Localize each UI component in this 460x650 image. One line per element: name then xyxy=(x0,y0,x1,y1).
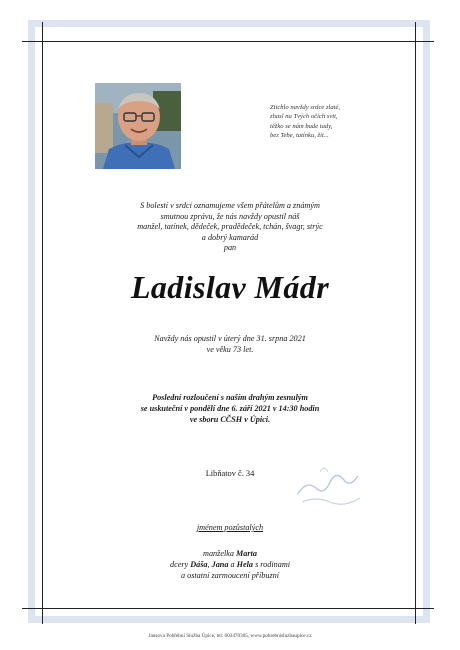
death-info xyxy=(60,333,400,355)
bottom-rule xyxy=(22,608,434,609)
announcement xyxy=(60,201,400,254)
farewell-line: se uskuteční v pondělí dne 6. září 2021 v 14:30 hodin xyxy=(140,404,320,413)
daughters-label: dcery xyxy=(169,560,189,570)
announcement-line: manžel, tatínek, dědeček, pradědeček, tchán, švagr, strýc xyxy=(137,222,323,232)
wife-name: Marta xyxy=(236,549,257,558)
top-rule xyxy=(22,41,434,42)
announcement-line: a dobrý kamarád xyxy=(201,232,259,242)
on-behalf xyxy=(0,523,460,532)
closing-line: a ostatní zarmoucení příbuzní xyxy=(180,571,280,581)
wife-line xyxy=(60,548,400,559)
conjunction: a xyxy=(230,560,235,570)
signature-scribble xyxy=(290,458,370,513)
farewell-line: ve sboru CČSH v Úpici. xyxy=(189,415,271,424)
footer: Jansova Pohřební Služba Úpice, tel: 603470305, www.pohrebnisluzbaupice.cz xyxy=(148,633,312,639)
poem-line: těžko se nám bude tady, xyxy=(270,122,333,130)
poem-line: zhasl na Tvých očích svit, xyxy=(270,113,338,121)
death-date: Navždy nás opustil v úterý dne 31. srpna 2021 xyxy=(154,334,306,343)
announcement-line: pan xyxy=(223,243,237,253)
poem-line: Ztichlo navždy srdce zlaté, xyxy=(270,104,341,111)
daughter-name: Jana xyxy=(211,560,229,570)
farewell-info xyxy=(60,392,400,425)
portrait-photo xyxy=(95,83,181,169)
poem xyxy=(270,103,420,141)
deceased-name: Ladislav Mádr xyxy=(130,269,330,305)
children-line xyxy=(60,559,400,570)
age: ve věku 73 let. xyxy=(206,345,254,354)
wife-label: manželka xyxy=(203,549,234,558)
on-behalf-label: jménem pozůstalých xyxy=(196,523,264,532)
address: Libňatov č. 34 xyxy=(205,469,255,478)
announcement-line: S bolestí v srdci oznamujeme všem přátelům a známým xyxy=(140,201,320,210)
separator: , xyxy=(207,560,210,570)
daughter-name: Dáša xyxy=(190,560,208,570)
family-list xyxy=(60,548,400,582)
poem-line: bez Tebe, tatínku, žít... xyxy=(270,132,329,140)
farewell-line: Poslední rozloučení s naším drahým zesnulým xyxy=(152,393,308,402)
with-families: s rodinami xyxy=(255,560,291,570)
left-rule xyxy=(42,22,43,624)
daughter-name: Hela xyxy=(236,560,254,570)
announcement-line: smutnou zprávu, že nás navždy opustil náš xyxy=(160,211,300,221)
